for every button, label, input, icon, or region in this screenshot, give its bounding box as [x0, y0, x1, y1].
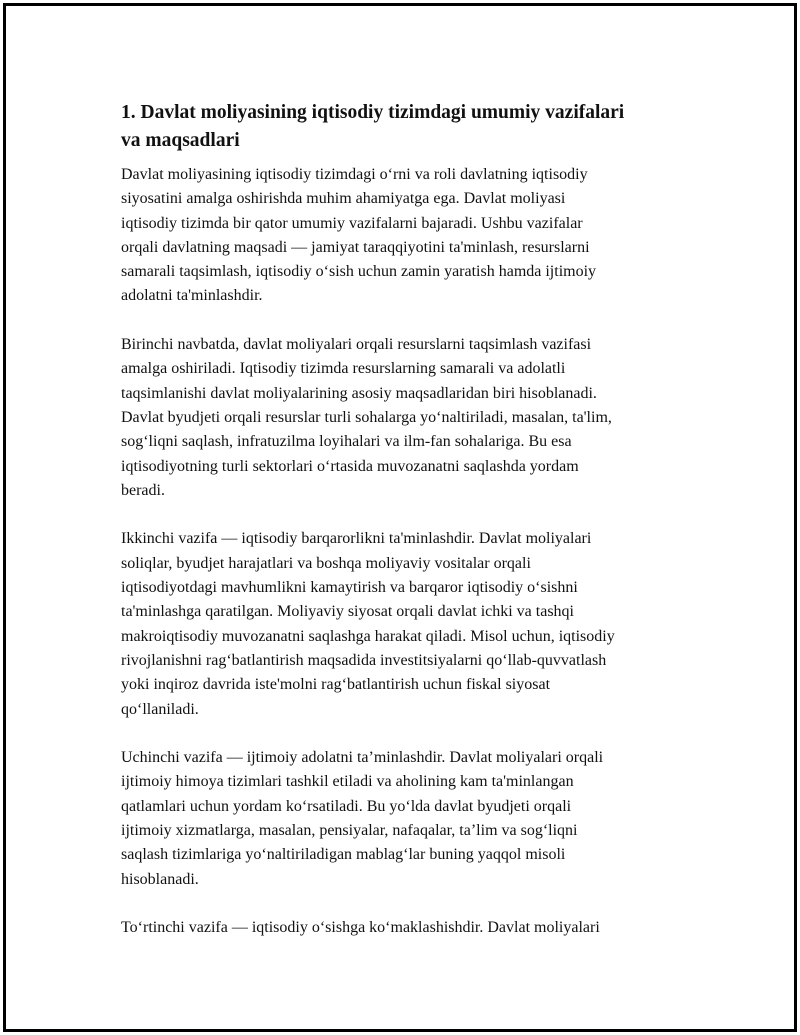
text-line: samarali taqsimlash, iqtisodiy o‘sish uchun zamin yaratish hamda ijtimoiy: [121, 263, 597, 281]
text-line: beradi.: [121, 481, 165, 499]
text-line: Ikkinchi vazifa — iqtisodiy barqarorlikni ta'minlashdir. Davlat moliyalari: [121, 530, 592, 548]
heading-line: 1. Davlat moliyasining iqtisodiy tizimdagi umumiy vazifalari: [121, 102, 625, 123]
paragraph-fourth-function: [121, 916, 691, 940]
text-line: qo‘llaniladi.: [121, 700, 199, 718]
text-line: Uchinchi vazifa — ijtimoiy adolatni ta’minlashdir. Davlat moliyalari orqali: [121, 749, 604, 767]
text-line: soliqlar, byudjet harajatlari va boshqa moliyaviy vositalar orqali: [121, 554, 531, 572]
text-line: qatlamlari uchun yordam ko‘rsatiladi. Bu yo‘lda davlat byudjeti orqali: [121, 797, 572, 815]
text-line: amalga oshiriladi. Iqtisodiy tizimda resurslarning samarali va adolatli: [121, 360, 566, 378]
text-line: hisoblanadi.: [121, 870, 199, 888]
text-line: ta'minlashga qaratilgan. Moliyaviy siyosat orqali davlat ichki va tashqi: [121, 603, 574, 621]
text-line: rivojlanishni rag‘batlantirish maqsadida investitsiyalarni qo‘llab-quvvatlash: [121, 651, 607, 669]
text-line: adolatni ta'minlashdir.: [121, 287, 263, 305]
text-line: ijtimoiy himoya tizimlari tashkil etiladi va aholining kam ta'minlangan: [121, 773, 574, 791]
text-line: iqtisodiyotning turli sektorlari o‘rtasida muvozanatni saqlashda yordam: [121, 457, 579, 475]
page-frame: [3, 3, 797, 1032]
paragraph-third-function: [121, 746, 691, 892]
text-line: Davlat moliyasining iqtisodiy tizimdagi o‘rni va roli davlatning iqtisodiy: [121, 166, 588, 183]
text-line: Davlat byudjeti orqali resurslar turli sohalarga yo‘naltiriladi, masalan, ta'lim,: [121, 408, 612, 426]
text-line: saqlash tizimlariga yo‘naltiriladigan mablag‘lar buning yaqqol misoli: [121, 846, 566, 864]
document-body: [121, 99, 691, 965]
heading-line: va maqsadlari: [121, 130, 240, 151]
text-line: iqtisodiyotdagi mavhumlikni kamaytirish va barqaror iqtisodiy o‘sishni: [121, 579, 578, 597]
text-line: taqsimlanishi davlat moliyalarining asosiy maqsadlaridan biri hisoblanadi.: [121, 384, 597, 402]
paragraph-second-function: [121, 527, 691, 721]
text-line: orqali davlatning maqsadi — jamiyat taraqqiyotini ta'minlash, resurslarni: [121, 238, 590, 256]
text-line: yoki inqiroz davrida iste'molni rag‘batlantirish uchun fiskal siyosat: [121, 676, 551, 694]
text-line: makroiqtisodiy muvozanatni saqlashga harakat qiladi. Misol uchun, iqtisodiy: [121, 627, 615, 645]
paragraph-intro: [121, 163, 691, 309]
text-line: siyosatini amalga oshirishda muhim ahamiyatga ega. Davlat moliyasi: [121, 190, 566, 208]
text-line: sog‘liqni saqlash, infratuzilma loyihalari va ilm-fan sohalariga. Bu esa: [121, 433, 572, 451]
text-line: To‘rtinchi vazifa — iqtisodiy o‘sishga ko‘maklashishdir. Davlat moliyalari: [121, 919, 600, 937]
paragraph-first-function: [121, 333, 691, 503]
text-line: Birinchi navbatda, davlat moliyalari orqali resurslarni taqsimlash vazifasi: [121, 336, 592, 354]
section-heading: [121, 99, 691, 155]
text-line: iqtisodiy tizimda bir qator umumiy vazifalarni bajaradi. Ushbu vazifalar: [121, 214, 583, 232]
text-line: ijtimoiy xizmatlarga, masalan, pensiyalar, nafaqalar, ta’lim va sog‘liqni: [121, 822, 578, 840]
